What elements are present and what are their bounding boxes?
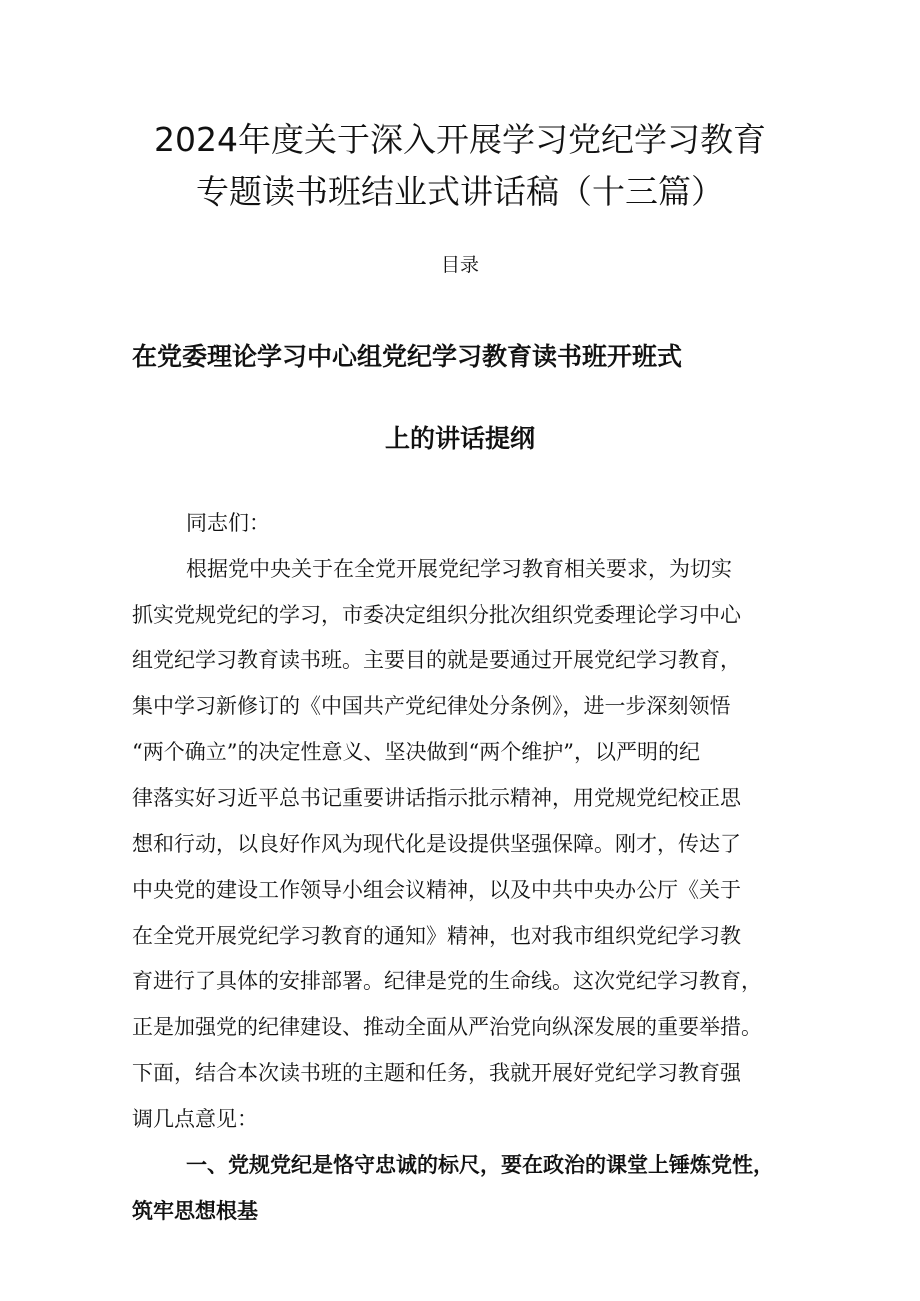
paragraph-line: 调几点意见：: [132, 1107, 258, 1131]
subheading-line-2: 筑牢思想根基: [132, 1199, 258, 1223]
paragraph-line: “两个确立”的决定性意义、坚决做到“两个维护”，以严明的纪: [132, 740, 700, 764]
section-title-line-2: 上的讲话提纲: [385, 424, 536, 453]
subheading-line-1: 一、党规党纪是恪守忠诚的标尺，要在政治的课堂上锤炼党性，: [186, 1153, 774, 1177]
paragraph-line: 中央党的建设工作领导小组会议精神，以及中共中央办公厅《关于: [132, 878, 741, 902]
paragraph-line: 正是加强党的纪律建设、推动全面从严治党向纵深发展的重要举措。: [132, 1015, 762, 1039]
salutation: 同志们：: [186, 511, 270, 535]
paragraph-line: 下面，结合本次读书班的主题和任务，我就开展好党纪学习教育强: [132, 1061, 741, 1085]
paragraph-line: 想和行动，以良好作风为现代化是设提供坚强保障。刚才，传达了: [132, 832, 741, 856]
paragraph-line: 律落实好习近平总书记重要讲话指示批示精神，用党规党纪校正思: [132, 786, 741, 810]
paragraph-line: 根据党中央关于在全党开展党纪学习教育相关要求，为切实: [186, 557, 732, 581]
paragraph-line: 集中学习新修订的《中国共产党纪律处分条例》，进一步深刻领悟: [132, 694, 731, 718]
paragraph-line: 抓实党规党纪的学习，市委决定组织分批次组织党委理论学习中心: [132, 603, 741, 627]
toc-label: 目录: [440, 254, 479, 276]
paragraph-line: 组党纪学习教育读书班。主要目的就是要通过开展党纪学习教育，: [132, 648, 741, 672]
document-title-line-2: 专题读书班结业式讲话稿（十三篇）: [196, 172, 724, 211]
paragraph-line: 育进行了具体的安排部署。纪律是党的生命线。这次党纪学习教育，: [132, 969, 762, 993]
section-title-line-1: 在党委理论学习中心组党纪学习教育读书班开班式: [132, 342, 683, 371]
paragraph-line: 在全党开展党纪学习教育的通知》精神，也对我市组织党纪学习教: [132, 924, 741, 948]
document-title-line-1: 2024年度关于深入开展学习党纪学习教育: [154, 120, 766, 159]
